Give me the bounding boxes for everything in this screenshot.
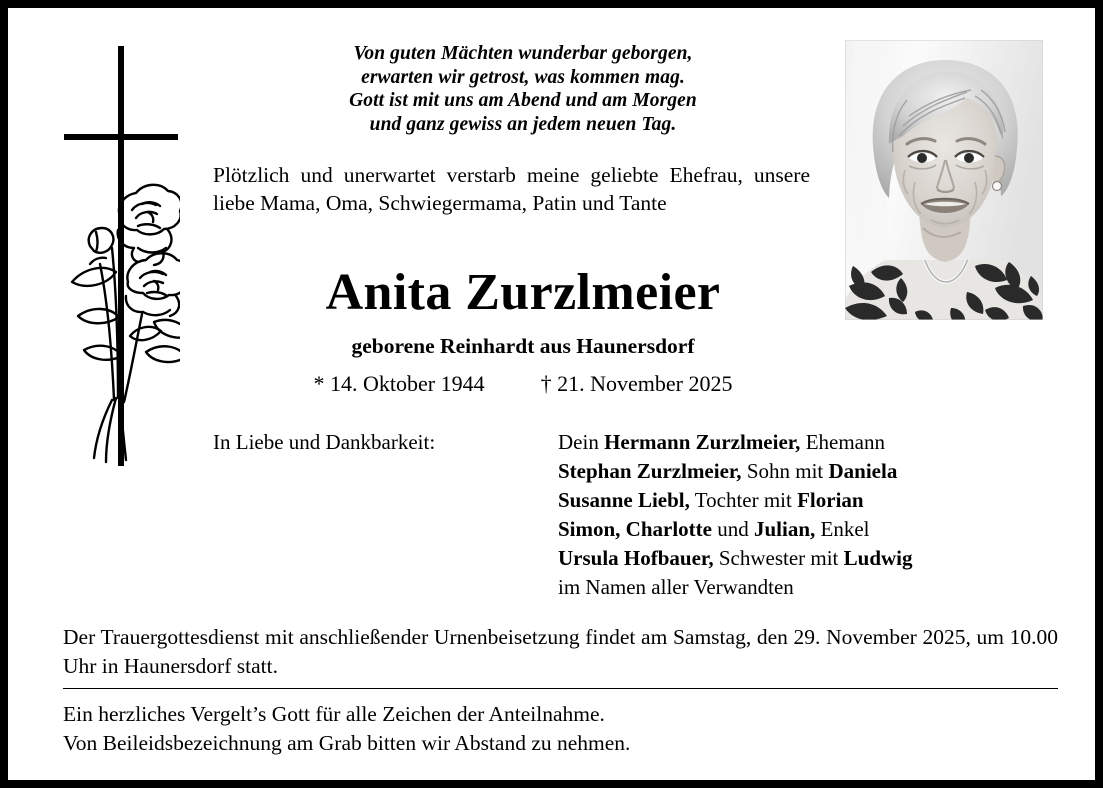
mourners-block: [213, 428, 1058, 602]
mourner-partner: Julian,: [754, 517, 816, 541]
thanks-label: In Liebe und Dankbarkeit:: [213, 430, 436, 454]
mourner-partner: Ludwig: [843, 546, 913, 570]
mourner-name: Hermann Zurzlmeier,: [604, 430, 801, 454]
life-dates: [213, 370, 833, 398]
divider-rule: [63, 688, 1058, 689]
portrait-photo: [845, 40, 1043, 320]
deceased-name: Anita Zurzlmeier: [325, 264, 721, 321]
mourner-row: [558, 457, 913, 486]
birth-date: * 14. Oktober 1944: [313, 371, 485, 396]
cross-with-roses-illustration: [50, 34, 180, 474]
maiden-name-line: geborene Reinhardt aus Haunersdorf: [351, 334, 695, 358]
mourner-name: Susanne Liebl,: [558, 488, 690, 512]
notice-inner: [8, 8, 1095, 780]
mourner-relation: Sohn mit: [741, 459, 829, 483]
service-details: Der Trauergottesdienst mit anschließender Urnenbeisetzung findet am Samstag, den 29. November 2025, um 10.00 Uhr in Haunersdorf statt.: [63, 625, 1058, 678]
mourner-name: Stephan Zurzlmeier,: [558, 459, 742, 483]
mourner-suffix: Enkel: [815, 517, 870, 541]
mourner-partner: Florian: [797, 488, 864, 512]
death-date: † 21. November 2025: [540, 371, 733, 396]
mourner-row: [558, 515, 913, 544]
mourner-prefix: Dein: [558, 430, 605, 454]
mourner-row: [558, 486, 913, 515]
closing-message: [63, 700, 1058, 758]
mourner-relation: Ehemann: [800, 430, 885, 454]
poem-line-3: Gott ist mit uns am Abend und am Morgen: [349, 90, 697, 111]
mourner-prefix: im Namen aller Verwandten: [558, 575, 794, 599]
mourner-row: [558, 573, 913, 602]
closing-line-2: Von Beileidsbezeichnung am Grab bitten wir Abstand zu nehmen.: [63, 731, 631, 755]
mourners-list: [558, 428, 913, 602]
poem-line-2: erwarten wir getrost, was kommen mag.: [361, 66, 685, 88]
mourner-name: Ursula Hofbauer,: [558, 546, 714, 570]
mourner-row: [558, 428, 913, 457]
mourner-relation: Tochter mit: [689, 488, 798, 512]
mourner-relation: und: [712, 517, 754, 541]
mourner-name: Simon, Charlotte: [558, 517, 712, 541]
poem-verse: [213, 42, 833, 136]
rose-icon: [72, 185, 180, 462]
closing-line-1: Ein herzliches Vergelt’s Gott für alle Zeichen der Anteilnahme.: [63, 702, 605, 726]
poem-line-1: Von guten Mächten wunderbar geborgen,: [353, 43, 693, 64]
poem-line-4: und ganz gewiss an jedem neuen Tag.: [369, 113, 677, 135]
intro-paragraph: Plötzlich und unerwartet verstarb meine geliebte Ehefrau, unsere liebe Mama, Oma, Schwiegermama, Patin und Tante: [213, 163, 810, 215]
mourner-relation: Schwester mit: [713, 546, 844, 570]
mourner-partner: Daniela: [828, 459, 898, 483]
mourner-row: [558, 544, 913, 573]
